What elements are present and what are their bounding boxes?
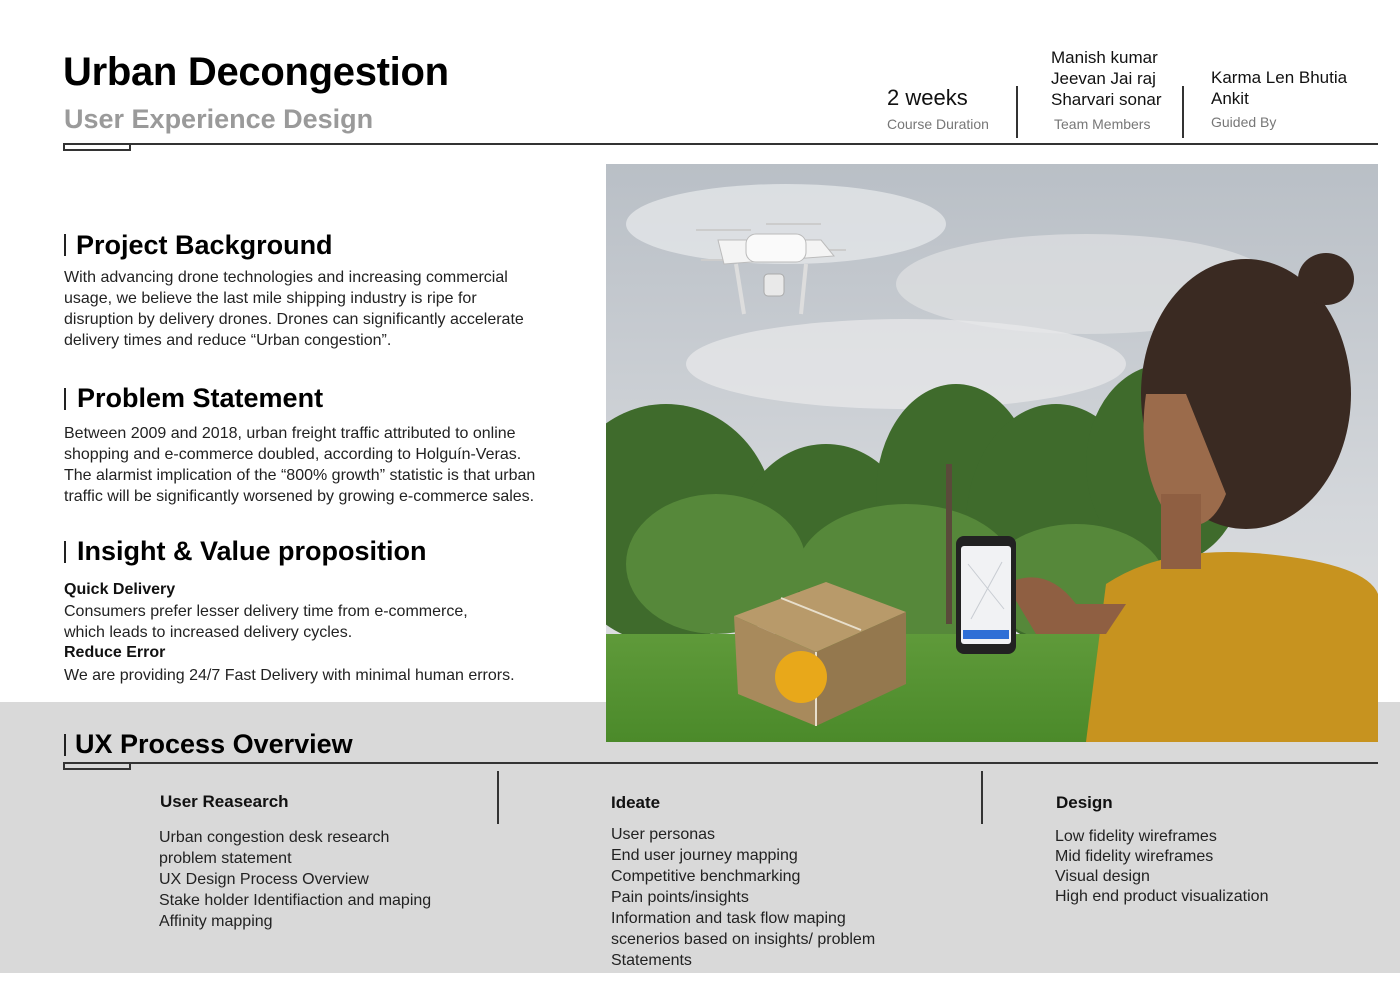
quick-delivery-text: Consumers prefer lesser delivery time from e-commerce, which leads to increased delivery cycles. [64,603,468,641]
list-item: User personas [611,826,716,843]
user-research-list [159,827,431,932]
team-member: Sharvari sonar [1051,90,1162,109]
duration-value: 2 weeks [887,85,968,110]
design-heading: Design [1056,793,1113,812]
team-members-list [1051,47,1162,110]
reduce-error-text: We are providing 24/7 Fast Delivery with minimal human errors. [64,667,515,684]
meta-divider-2 [1182,86,1184,138]
meta-divider-1 [1016,86,1018,138]
list-item: Affinity mapping [159,913,273,930]
project-background-heading: Project Background [76,230,333,260]
list-item: UX Design Process Overview [159,871,369,888]
list-item: End user journey mapping [611,847,798,864]
section-marker [64,388,66,410]
user-research-heading: User Reasearch [160,792,289,811]
quick-delivery-heading: Quick Delivery [64,581,176,598]
ideate-list [611,824,875,971]
problem-statement-text: Between 2009 and 2018, urban freight traffic attributed to online shopping and e-commerce doubled, according to Holguín-Veras. The alarmist implication of the “800% growth” statistic is that urban traffic will be significantly worsened by growing e-commerce sales. [64,425,536,505]
section-marker [64,734,66,756]
drone-delivery-illustration [606,164,1378,742]
list-item: Stake holder Identifiaction and maping [159,892,432,909]
section-marker [64,541,66,563]
section-marker [64,234,66,256]
column-divider-1 [497,771,499,824]
guide-name: Ankit [1211,89,1249,108]
list-item: Visual design [1055,868,1150,885]
header-tab-mark [63,143,131,151]
team-members-label: Team Members [1054,116,1151,132]
list-item: Information and task flow maping [611,910,846,927]
list-item: Low fidelity wireframes [1055,828,1217,845]
insight-heading: Insight & Value proposition [77,536,427,566]
problem-statement-heading: Problem Statement [77,383,324,413]
process-tab-mark [63,762,131,770]
guide-name: Karma Len Bhutia [1211,68,1348,87]
ux-process-heading: UX Process Overview [75,729,353,759]
guides-list [1211,67,1347,109]
list-item: problem statement [159,850,292,867]
duration-label: Course Duration [887,116,989,132]
list-item: Statements [611,952,692,969]
ideate-heading: Ideate [611,793,661,812]
design-list [1055,827,1268,907]
hero-photo [606,164,1378,742]
smartphone-icon [956,536,1016,654]
process-divider [130,762,1378,764]
page-title: Urban Decongestion [63,50,449,94]
guides-label: Guided By [1211,114,1277,130]
column-divider-2 [981,771,983,824]
reduce-error-heading: Reduce Error [64,644,166,661]
list-item: Competitive benchmarking [611,868,801,885]
project-background-text: With advancing drone technologies and increasing commercial usage, we believe the last mile shipping industry is ripe for disruption by delivery drones. Drones can significantly accelerate delivery times and reduce “Urban congestion”. [64,269,524,349]
header-divider [130,143,1378,145]
list-item: scenerios based on insights/ problem [611,931,876,948]
team-member: Jeevan Jai raj [1051,69,1156,88]
team-member: Manish kumar [1051,48,1158,67]
list-item: Mid fidelity wireframes [1055,848,1214,865]
list-item: High end product visualization [1055,888,1269,905]
list-item: Urban congestion desk research [159,829,390,846]
list-item: Pain points/insights [611,889,749,906]
page-subtitle: User Experience Design [64,104,374,134]
